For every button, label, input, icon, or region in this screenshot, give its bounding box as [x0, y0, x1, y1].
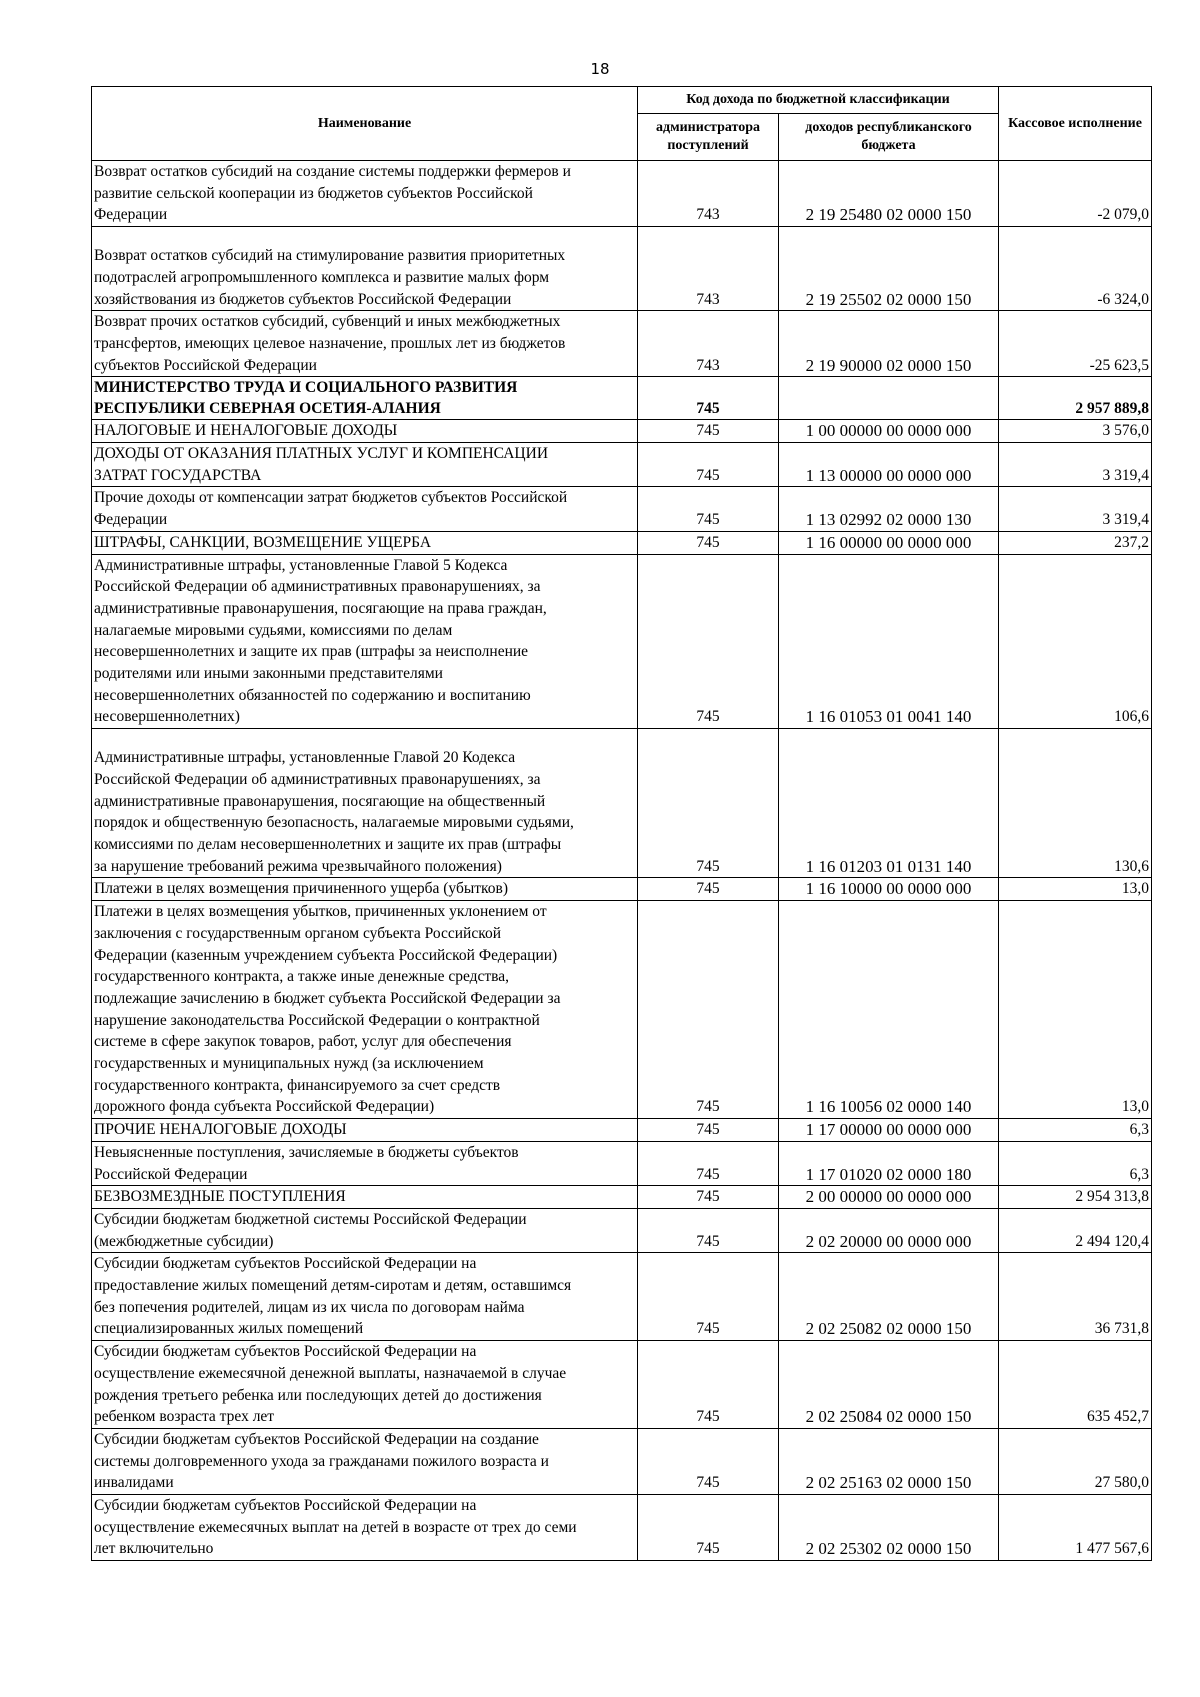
row-name: Невыясненные поступления, зачисляемые в бюджеты субъектов Российской Федерации [92, 1141, 638, 1185]
row-amount: 2 957 889,8 [999, 377, 1152, 420]
row-name: Платежи в целях возмещения причиненного ущерба (убытков) [92, 878, 638, 901]
row-amount: -2 079,0 [999, 161, 1152, 227]
row-income-code: 1 16 01053 01 0041 140 [779, 554, 999, 729]
table-row [92, 161, 1152, 227]
row-admin-code: 745 [638, 531, 779, 554]
row-income-code: 1 17 01020 02 0000 180 [779, 1141, 999, 1185]
row-admin-code: 745 [638, 901, 779, 1119]
row-income-code: 1 17 00000 00 0000 000 [779, 1119, 999, 1142]
row-amount: 237,2 [999, 531, 1152, 554]
row-admin-code: 745 [638, 1208, 779, 1252]
row-admin-code: 745 [638, 1119, 779, 1142]
row-income-code: 2 19 90000 02 0000 150 [779, 311, 999, 377]
table-row [92, 1186, 1152, 1209]
table-row [92, 377, 1152, 420]
row-amount: 3 319,4 [999, 443, 1152, 487]
header-name: Наименование [92, 87, 638, 161]
header-amount: Кассовое исполнение [999, 87, 1152, 161]
row-admin-code: 743 [638, 227, 779, 311]
header-code-group: Код дохода по бюджетной классификации [638, 87, 999, 114]
row-name: Субсидии бюджетам бюджетной системы Российской Федерации (межбюджетные субсидии) [92, 1208, 638, 1252]
row-amount: 3 576,0 [999, 420, 1152, 443]
row-income-code [779, 377, 999, 420]
row-name: Административные штрафы, установленные Главой 5 Кодекса Российской Федерации об административных правонарушениях, за административные правонарушения, посягающие на права граждан, налагаемые мировыми судьями, комиссиями по делам несовершеннолетних и защите их прав (штрафы за неисполнение родителями или иными законными представителями несовершеннолетних обязанностей по содержанию и воспитанию несовершеннолетних) [92, 554, 638, 729]
row-name: ДОХОДЫ ОТ ОКАЗАНИЯ ПЛАТНЫХ УСЛУГ И КОМПЕНСАЦИИ ЗАТРАТ ГОСУДАРСТВА [92, 443, 638, 487]
row-income-code: 2 19 25502 02 0000 150 [779, 227, 999, 311]
row-name: ПРОЧИЕ НЕНАЛОГОВЫЕ ДОХОДЫ [92, 1119, 638, 1142]
row-amount: 130,6 [999, 729, 1152, 878]
row-amount: 6,3 [999, 1141, 1152, 1185]
row-admin-code: 743 [638, 311, 779, 377]
table-row [92, 531, 1152, 554]
row-admin-code: 745 [638, 1253, 779, 1341]
row-amount: 3 319,4 [999, 487, 1152, 531]
row-name: МИНИСТЕРСТВО ТРУДА И СОЦИАЛЬНОГО РАЗВИТИЯ РЕСПУБЛИКИ СЕВЕРНАЯ ОСЕТИЯ-АЛАНИЯ [92, 377, 638, 420]
row-name: Возврат остатков субсидий на создание системы поддержки фермеров и развитие сельской кооперации из бюджетов субъектов Российской Федерации [92, 161, 638, 227]
row-admin-code: 745 [638, 1495, 779, 1561]
row-name: Платежи в целях возмещения убытков, причиненных уклонением от заключения с государственным органом субъекта Российской Федерации (казенным учреждением субъекта Российской Федерации) государственного контракта, а также иные денежные средства, подлежащие зачислению в бюджет субъекта Российской Федерации за нарушение законодательства Российской Федерации о контрактной системе в сфере закупок товаров, работ, услуг для обеспечения государственных и муниципальных нужд (за исключением государственного контракта, финансируемого за счет средств дорожного фонда субъекта Российской Федерации) [92, 901, 638, 1119]
row-amount: 2 494 120,4 [999, 1208, 1152, 1252]
header-income: доходов республиканского бюджета [779, 114, 999, 161]
row-admin-code: 745 [638, 878, 779, 901]
row-name: Возврат прочих остатков субсидий, субвенций и иных межбюджетных трансфертов, имеющих целевое назначение, прошлых лет из бюджетов субъектов Российской Федерации [92, 311, 638, 377]
row-amount: 106,6 [999, 554, 1152, 729]
row-income-code: 2 02 25302 02 0000 150 [779, 1495, 999, 1561]
row-income-code: 1 16 01203 01 0131 140 [779, 729, 999, 878]
row-amount: 2 954 313,8 [999, 1186, 1152, 1209]
row-name: Административные штрафы, установленные Главой 20 Кодекса Российской Федерации об административных правонарушениях, за административные правонарушения, посягающие на общественный порядок и общественную безопасность, налагаемые мировыми судьями, комиссиями по делам несовершеннолетних и защите их прав (штрафы за нарушение требований режима чрезвычайного положения) [92, 729, 638, 878]
row-income-code: 2 19 25480 02 0000 150 [779, 161, 999, 227]
row-admin-code: 745 [638, 377, 779, 420]
row-name: Субсидии бюджетам субъектов Российской Федерации на создание системы долговременного ухода за гражданами пожилого возраста и инвалидами [92, 1428, 638, 1494]
row-income-code: 2 02 20000 00 0000 000 [779, 1208, 999, 1252]
row-admin-code: 745 [638, 420, 779, 443]
table-row [92, 1119, 1152, 1142]
revenue-table [91, 86, 1152, 1561]
row-admin-code: 745 [638, 729, 779, 878]
table-row [92, 554, 1152, 729]
table-row [92, 311, 1152, 377]
row-admin-code: 745 [638, 1341, 779, 1429]
row-amount: -25 623,5 [999, 311, 1152, 377]
row-amount: -6 324,0 [999, 227, 1152, 311]
table-row [92, 443, 1152, 487]
row-income-code: 2 02 25082 02 0000 150 [779, 1253, 999, 1341]
row-income-code: 1 13 00000 00 0000 000 [779, 443, 999, 487]
row-admin-code: 745 [638, 487, 779, 531]
table-body [92, 161, 1152, 1561]
table-row [92, 487, 1152, 531]
table-row [92, 729, 1152, 878]
row-amount: 13,0 [999, 878, 1152, 901]
table-row [92, 1208, 1152, 1252]
row-admin-code: 745 [638, 1141, 779, 1185]
row-amount: 36 731,8 [999, 1253, 1152, 1341]
row-admin-code: 743 [638, 161, 779, 227]
row-income-code: 1 16 10056 02 0000 140 [779, 901, 999, 1119]
row-amount: 635 452,7 [999, 1341, 1152, 1429]
row-income-code: 1 16 00000 00 0000 000 [779, 531, 999, 554]
row-amount: 1 477 567,6 [999, 1495, 1152, 1561]
table-row [92, 901, 1152, 1119]
row-name: ШТРАФЫ, САНКЦИИ, ВОЗМЕЩЕНИЕ УЩЕРБА [92, 531, 638, 554]
row-admin-code: 745 [638, 1428, 779, 1494]
row-name: НАЛОГОВЫЕ И НЕНАЛОГОВЫЕ ДОХОДЫ [92, 420, 638, 443]
row-income-code: 1 16 10000 00 0000 000 [779, 878, 999, 901]
table-row [92, 878, 1152, 901]
header-admin: администратора поступлений [638, 114, 779, 161]
table-row [92, 420, 1152, 443]
row-income-code: 1 00 00000 00 0000 000 [779, 420, 999, 443]
row-income-code: 2 00 00000 00 0000 000 [779, 1186, 999, 1209]
row-admin-code: 745 [638, 1186, 779, 1209]
row-admin-code: 745 [638, 554, 779, 729]
row-income-code: 2 02 25084 02 0000 150 [779, 1341, 999, 1429]
row-name: Субсидии бюджетам субъектов Российской Федерации на осуществление ежемесячной денежной выплаты, назначаемой в случае рождения третьего ребенка или последующих детей до достижения ребенком возраста трех лет [92, 1341, 638, 1429]
row-amount: 13,0 [999, 901, 1152, 1119]
row-name: БЕЗВОЗМЕЗДНЫЕ ПОСТУПЛЕНИЯ [92, 1186, 638, 1209]
row-amount: 6,3 [999, 1119, 1152, 1142]
row-name: Субсидии бюджетам субъектов Российской Федерации на предоставление жилых помещений детям-сиротам и детям, оставшимся без попечения родителей, лицам из их числа по договорам найма специализированных жилых помещений [92, 1253, 638, 1341]
row-amount: 27 580,0 [999, 1428, 1152, 1494]
row-admin-code: 745 [638, 443, 779, 487]
table-row [92, 1495, 1152, 1561]
page-number: 18 [590, 60, 610, 78]
row-name: Субсидии бюджетам субъектов Российской Федерации на осуществление ежемесячных выплат на детей в возрасте от трех до семи лет включительно [92, 1495, 638, 1561]
row-name: Возврат остатков субсидий на стимулирование развития приоритетных подотраслей агропромышленного комплекса и развитие малых форм хозяйствования из бюджетов субъектов Российской Федерации [92, 227, 638, 311]
table-row [92, 1141, 1152, 1185]
row-income-code: 2 02 25163 02 0000 150 [779, 1428, 999, 1494]
row-name: Прочие доходы от компенсации затрат бюджетов субъектов Российской Федерации [92, 487, 638, 531]
table-row [92, 1253, 1152, 1341]
table-row [92, 1341, 1152, 1429]
table-row [92, 1428, 1152, 1494]
row-income-code: 1 13 02992 02 0000 130 [779, 487, 999, 531]
table-row [92, 227, 1152, 311]
